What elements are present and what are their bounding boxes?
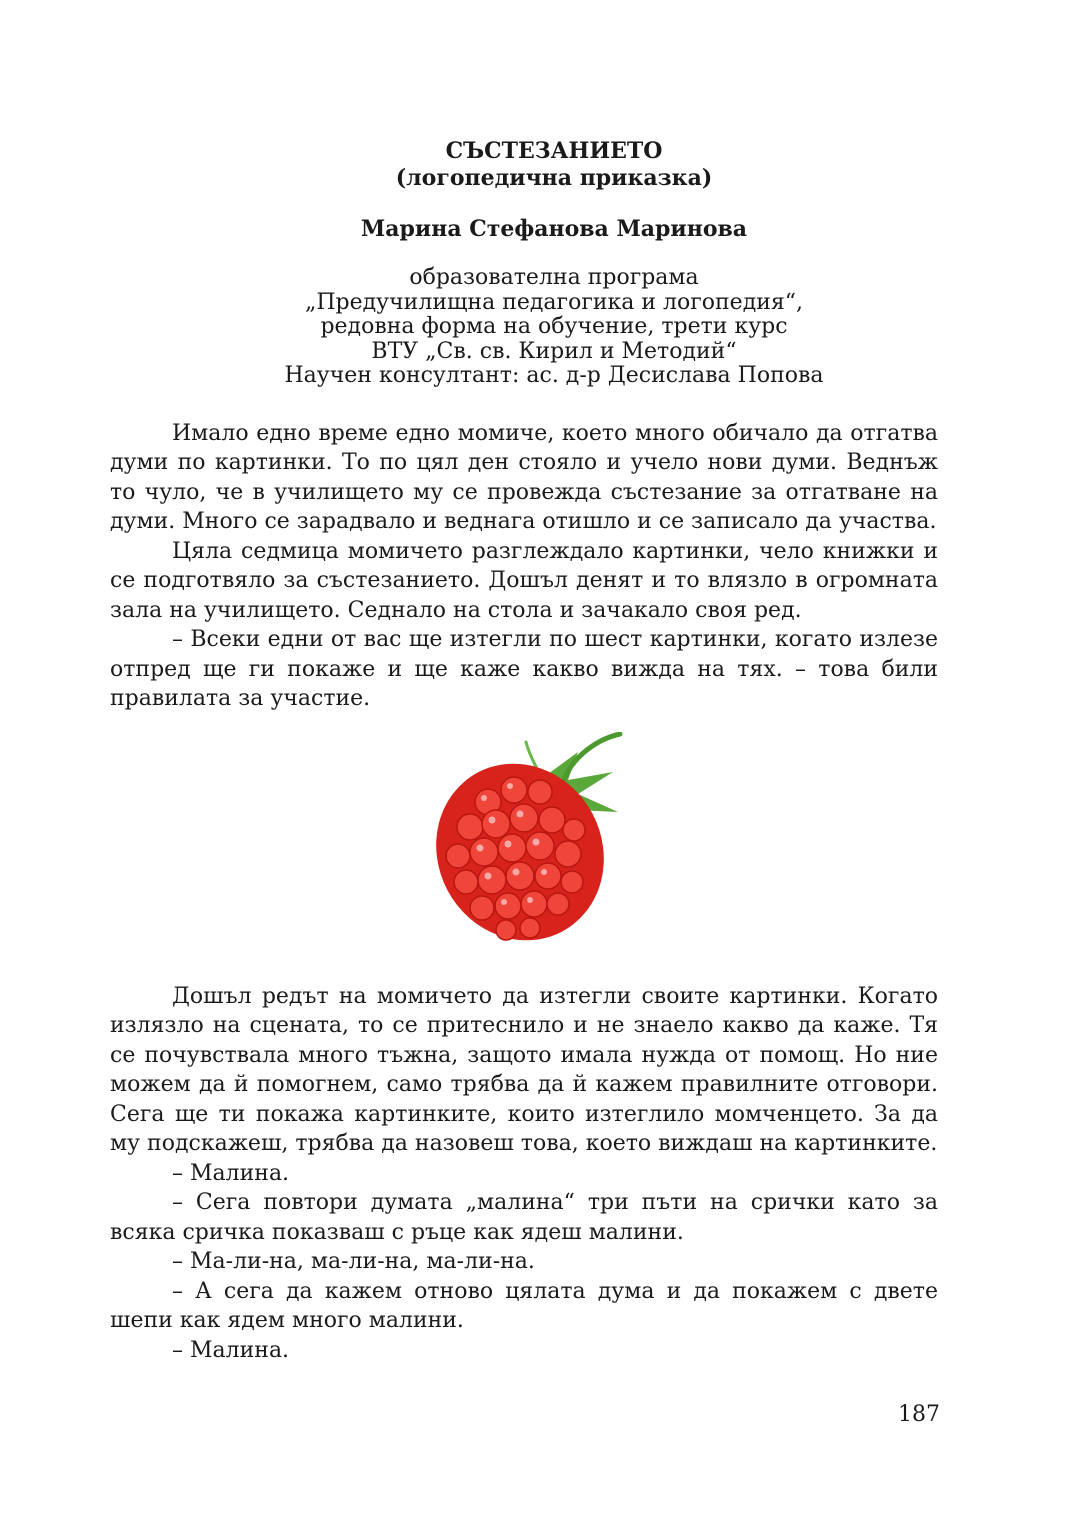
story-title (170, 138, 938, 192)
dialogue-line: – А сега да кажем отново цялата дума и да покажем с двете шепи как ядем много малини. (110, 1278, 938, 1333)
affiliation-line: ВТУ „Св. св. Кирил и Методий“ (371, 338, 737, 364)
affiliation-line: редовна форма на обучение, трети курс (320, 314, 788, 339)
dialogue-line: – Малина. (172, 1337, 290, 1363)
affiliation-block (170, 266, 938, 389)
page-content (110, 138, 938, 1365)
author-name: Марина Стефанова Маринова (360, 216, 748, 242)
title-subtitle: (логопедична приказка) (395, 165, 713, 191)
affiliation-line: образователна програма (409, 265, 699, 290)
paragraph: Дошъл редът на момичето да изтегли своите картинки. Когато излязло на сцената, то се притеснило и не знаело какво да каже. Тя се почувствала много тъжна, защото имала нужда от помощ. Но ние можем да й помогнем, само трябва да й кажем правилните отговори. Сега ще ти покажа картинките, които изтеглило момченцето. За да му подскажеш, трябва да назовеш това, което виждаш на картинките. (110, 983, 938, 1156)
raspberry-icon (428, 732, 628, 947)
title-main: СЪСТЕЗАНИЕТО (445, 138, 663, 164)
dialogue-line: – Ма-ли-на, ма-ли-на, ма-ли-на. (172, 1249, 535, 1274)
page-number: 187 (898, 1402, 940, 1427)
affiliation-line: „Предучилищна педагогика и логопедия“, (304, 289, 804, 315)
raspberry-figure (110, 714, 938, 982)
dialogue-line: – Малина. (172, 1160, 290, 1186)
affiliation-line: Научен консултант: ас. д-р Десислава Попова (284, 363, 824, 388)
paragraph: Имало едно време едно момиче, което много обичало да отгатва думи по картинки. То по цял ден стояло и учело нови думи. Веднъж то чуло, че в училището му се провежда състезание за отгатване на думи. Много се зарадвало и веднага отишло и се записало да участва. (110, 420, 938, 534)
dialogue-line: – Сега повтори думата „малина“ три пъти на срички като за всяка сричка показваш с ръце как ядеш малини. (110, 1190, 938, 1245)
story-body (110, 419, 938, 1366)
paragraph: – Всеки едни от вас ще изтегли по шест картинки, когато излезе отпред ще ги покаже и ще каже какво вижда на тях. – това били правилата за участие. (110, 627, 938, 711)
paragraph: Цяла седмица момичето разглеждало картинки, чело книжки и се подготвяло за състезанието. Дошъл денят и то влязло в огромната зала на училището. Седнало на стола и зачакало своя ред. (110, 538, 938, 623)
